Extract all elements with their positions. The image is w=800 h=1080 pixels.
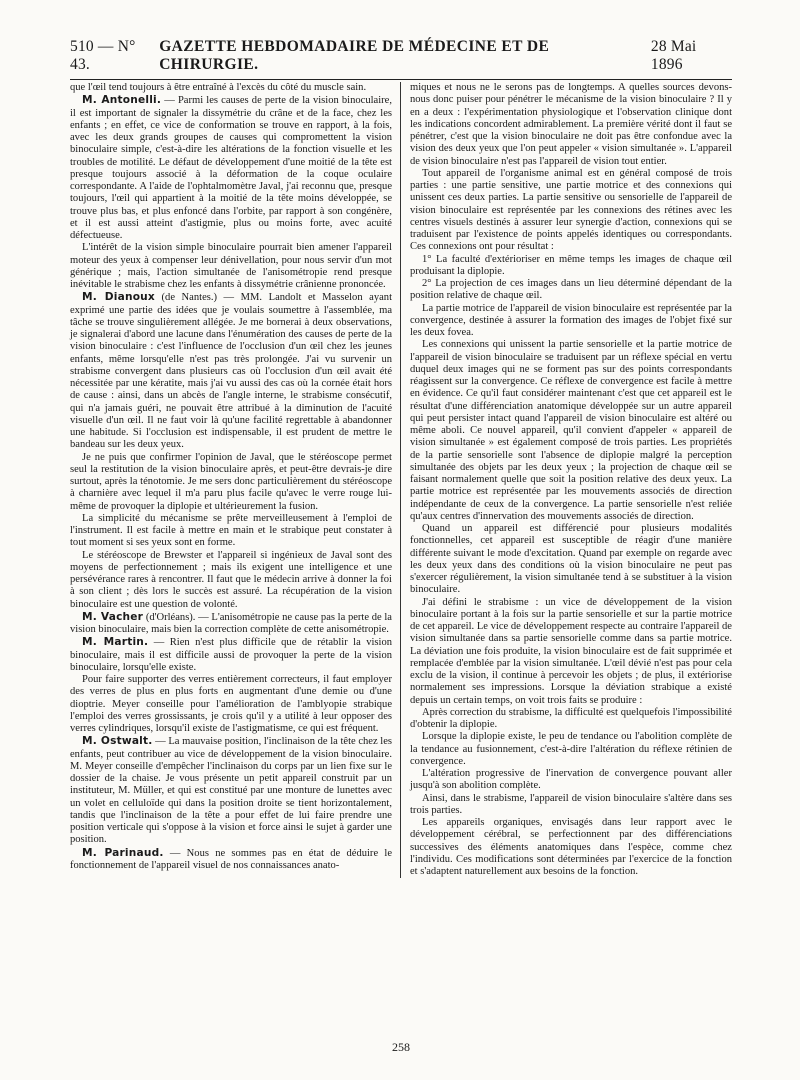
paragraph-text: miques et nous ne le serons pas de longtemps. A quelles sources devons-nous donc puiser pour pénétrer le mécanisme de la vision binoculaire ? Il y en a deux : l'expérimentation physiologique et l'observation clinique dont les indications concordent admirablement. La première vérité dont il faut se pénétrer, c'est que la vision binoculaire ne doit pas être confondue avec la vision des deux yeux que l'on peut appeler « vision simultanée ». L'appareil de vision binoculaire n'est pas l'appareil de vision tout entier. bbox=[410, 82, 732, 167]
issue-date: 28 Mai 1896 bbox=[650, 38, 697, 73]
header-rule bbox=[70, 79, 732, 80]
paragraph bbox=[70, 636, 392, 674]
paragraph bbox=[410, 278, 732, 303]
paragraph bbox=[410, 597, 732, 707]
speaker-name: M. Ostwalt. bbox=[82, 735, 153, 748]
paragraph-text: Quand un appareil est différencié pour plusieurs modalités fonctionnelles, cet appareil est susceptible de réagir d'une manière différente suivant le mode d'excitation. Quand par exemple on regarde avec les deux yeux dans des conditions où la vision binoculaire ne peut pas s'exercer régulièrement, la vision simultanée tend à se substituer à la vision binoculaire. bbox=[410, 523, 732, 596]
journal-page bbox=[70, 38, 732, 1068]
paragraph-text: que l'œil tend toujours à être entraîné à l'excès du côté du muscle sain. bbox=[70, 82, 367, 93]
paragraph-text: Je ne puis que confirmer l'opinion de Javal, que le stéréoscope permet seul la restitution de la vision binoculaire après, et peut-être devrais-je dire surtout, après la ténotomie. Je me sers donc particulièrement du stéréoscope à charnière avec lequel il m'a paru plus facile qu'avec le verre rouge lui-même de provoquer la diplopie et ultérieurement la fusion. bbox=[70, 451, 392, 512]
paragraph-text: Ainsi, dans le strabisme, l'appareil de vision binoculaire s'altère dans ses trois parties. bbox=[410, 792, 732, 816]
paragraph-text: La partie motrice de l'appareil de vision binoculaire est représentée par la convergence, destinée à assurer la formation des images de l'objet fixé sur les deux fovea. bbox=[410, 302, 732, 338]
paragraph-text: — Nous ne sommes pas en état de déduire le fonctionnement de l'appareil visuel de nos connaissances anato- bbox=[70, 847, 392, 871]
paragraph bbox=[70, 611, 392, 637]
paragraph bbox=[70, 847, 392, 873]
paragraph-text: 2° La projection de ces images dans un lieu déterminé dépendant de la position relative de chaque œil. bbox=[410, 278, 732, 302]
paragraph bbox=[70, 82, 392, 94]
paragraph bbox=[410, 768, 732, 793]
paragraph-text: Pour faire supporter des verres entièrement correcteurs, il faut employer des verres de plus en plus forts en augmentant d'une demie ou d'une dioptrie. Meyer conseille pour l'amélioration de l'amblyopie strabique l'emploi des verres grossissants, je crois qu'il y a utilité à leur opposer des verres cylindriques, lorsqu'il existe de l'astigmatisme, ce qui est fréquent. bbox=[70, 674, 392, 734]
paragraph-text: Lorsque la diplopie existe, le peu de tendance ou l'abolition complète de la tendance au fusionnement, c'est-à-dire l'altération du réflexe rétinien de convergence. bbox=[410, 731, 732, 767]
paragraph bbox=[70, 452, 392, 513]
paragraph-text: L'intérêt de la vision simple binoculaire pourrait bien amener l'appareil moteur des yeux à compenser leur dénivellation, pour nous servir d'un mot générique ; mais, l'action simultanée de l'anisométropie rend presque inévitable le strabisme chez les enfants à dissymétrie crânienne prononcée. bbox=[70, 242, 392, 290]
two-column-body bbox=[70, 82, 732, 878]
speaker-name: M. Vacher bbox=[82, 610, 144, 623]
paragraph-text: — Parmi les causes de perte de la vision binoculaire, il est important de signaler la dissymétrie du crâne et de la face, chez les enfants ; en effet, ce vice de conformation se trouve en rapport, à la fois, avec les deux grands groupes de causes qui compromettent la vision binoculaire simple, c'est-à-dire les altérations de la fonction visuelle et les troubles de motilité. Le défaut de développement d'une moitié de la tête est presque toujours associé à la déformation de la coque oculaire correspondante. A l'aide de l'ophtalmomètre Javal, j'ai reconnu que, presque toujours, l'œil qui appartient à la moitié de la tête moins développée, se trouve plus bas, et plus enfoncé dans l'orbite, par rapport à son congénère, et il est aussi atteint d'astigmie, plus ou moins forte, avec acuité défectueuse. bbox=[70, 95, 392, 241]
right-column bbox=[410, 82, 732, 878]
paragraph-text: Le stéréoscope de Brewster et l'appareil si ingénieux de Javal sont des moyens de perfectionnement ; mais ils exigent une intelligence et une persévérance rares à rencontrer. Il faut que le médecin arrive à donner la foi à son client ; dès lors le succès est assuré. La récupération de la vision binoculaire est une question de volonté. bbox=[70, 549, 392, 610]
paragraph bbox=[410, 817, 732, 878]
paragraph bbox=[70, 94, 392, 242]
paragraph-text: — La mauvaise position, l'inclinaison de la tête chez les enfants, peut contribuer au vice de développement de la vision binoculaire. M. Meyer conseille d'empêcher l'inclinaison du corps par un lien fixe sur le dossier de la chaise. Je vous présente un petit appareil construit par un instituteur, M. Müller, et qui est constitué par une monture de lunettes avec un volet en celluloïde qui dans la position droite se tient horizontalement, tandis que l'inclinaison de la tête a pour effet de lui faire prendre une position verticale qui s'oppose à la vision et force ainsi le sujet à garder une position. bbox=[70, 736, 392, 846]
paragraph bbox=[410, 523, 732, 597]
paragraph-text: Après correction du strabisme, la difficulté est quelquefois l'impossibilité d'obtenir la diplopie. bbox=[410, 706, 732, 730]
paragraph bbox=[70, 291, 392, 451]
speaker-name: M. Antonelli. bbox=[82, 94, 162, 107]
paragraph-text: (de Nantes.) — MM. Landolt et Masselon ayant exprimé une partie des idées que je voulais soumettre à l'assemblée, ma tâche se trouve singulièrement allégée. Je me bornerai à deux observations, je signalerai d'abord une lacune dans l'énumération des causes de perte de la vision binoculaire : c'est l'influence de l'occlusion d'un œil chez les jeunes enfants, même lorsqu'elle n'est pas très prolongée. J'ai vu survenir un strabisme convergent dans plusieurs cas où l'occlusion d'un œil avait été nécessitée par une kératite, mais j'ai vu aussi des cas où la cornée était hors de cause : ainsi, dans un abcès de l'angle interne, le strabisme consécutif, qui n'a jamais guéri, ne pouvait être attribué à la diminution de l'acuité visuelle d'un œil. Il ne faut voir là qu'une facilité regrettable à abandonner une habitude. Si l'occlusion est indispensable, il est prudent de mettre le bandeau sur les deux yeux. bbox=[70, 292, 393, 451]
paragraph-text: J'ai défini le strabisme : un vice de développement de la vision binoculaire portant à la fois sur la partie sensorielle et sur la partie motrice de cet appareil. Le vice de développement respecte au contraire l'appareil de vision simultanée dans sa partie sensorielle comme dans sa partie motrice. La déviation une fois produite, la vision binoculaire est de fait supprimée et remplacée d'emblée par la vision simultanée. L'œil dévié n'est pas pour cela exclu de la vision, il continue à percevoir les objets ; de plus, il extériorise normalement ses impressions. Lorsque la déviation strabique a existé depuis un certain temps, on voit trois faits se produire : bbox=[410, 596, 732, 706]
paragraph bbox=[70, 735, 392, 846]
column-divider bbox=[400, 82, 401, 878]
paragraph bbox=[410, 793, 732, 818]
paragraph-text: Les appareils organiques, envisagés dans leur rapport avec le développement cérébral, se perfectionnent par des différenciations successives des éléments anatomiques dans l'espèce, comme chez l'individu. Ces modifications sont déterminées par l'exercice de la fonction et s'adaptent naturellement aux besoins de la fonction. bbox=[410, 817, 732, 877]
paragraph bbox=[410, 731, 732, 768]
running-header bbox=[70, 38, 732, 74]
paragraph bbox=[410, 303, 732, 340]
paragraph bbox=[70, 513, 392, 550]
speaker-name: M. Dianoux bbox=[82, 291, 155, 304]
folio-number: 258 bbox=[392, 1040, 410, 1054]
speaker-name: M. Martin. bbox=[82, 636, 149, 649]
paragraph bbox=[70, 242, 392, 291]
paragraph bbox=[410, 254, 732, 279]
speaker-name: M. Parinaud. bbox=[82, 846, 164, 859]
paragraph-text: La simplicité du mécanisme se prête merveilleusement à l'emploi de l'instrument. Il est facile à mettre en main et le strabique peut constater à tout moment si ses yeux sont en forme. bbox=[70, 512, 392, 549]
paragraph-text: (d'Orléans). — L'anisométropie ne cause pas la perte de la vision binoculaire, mais bien la correction complète de cette anisométropie. bbox=[70, 611, 392, 635]
paragraph bbox=[70, 550, 392, 611]
paragraph-text: — Rien n'est plus difficile que de rétablir la vision binoculaire, mais il est difficile aussi de provoquer la perte de la vision binoculaire, lorsqu'elle existe. bbox=[70, 637, 393, 673]
paragraph-text: L'altération progressive de l'inervation de convergence pouvant aller jusqu'à son abolition complète. bbox=[410, 768, 732, 792]
page-number-issue: 510 — N° 43. bbox=[70, 38, 136, 73]
paragraph-text: Tout appareil de l'organisme animal est en général composé de trois parties : une partie sensitive, une partie motrice et des connexions qui unissent ces deux parties. La partie sensitive ou sensorielle de l'appareil de vision binoculaire est représentée par les connexions des rétines avec les centres visuels destinés à assurer leur synergie d'action, connexions qui se traduisent par l'existence de points appelés identiques ou correspondants. Ces connexions ont pour résultat : bbox=[410, 167, 732, 253]
paragraph bbox=[410, 339, 732, 523]
paragraph-text: Les connexions qui unissent la partie sensorielle et la partie motrice de l'appareil de vision binoculaire se traduisent par un réflexe spécial en vertu duquel deux images qui ne se forment pas sur des points correspondants réagissent sur la convergence. Ce réflexe de convergence est facile à mettre en évidence. Ce qu'il faut considérer maintenant c'est que cet appareil est le résultat d'une différenciation anatomique développée sur un autre appareil qui peut persister intact quand l'appareil de vision binoculaire est altéré ou même aboli. Ce nouvel appareil, qu'il convient d'appeler « appareil de vision simultanée » est également composé de trois parties. Les propriétés de la partie sensorielle sont l'absence de diplopie malgré la perception simultanée des objets par les deux yeux ; la projection de chaque œil se faisant normalement quelle que soit la position relative des deux yeux. La partie motrice est représentée par les mouvements associés de direction indépendante de ceux de la convergence. La partie sensorielle n'est reliée qu'aux centres d'innervation des mouvements associés de direction. bbox=[410, 339, 732, 522]
paragraph bbox=[410, 82, 732, 168]
paragraph bbox=[410, 168, 732, 254]
paragraph-text: 1° La faculté d'extérioriser en même temps les images de chaque œil produisant la diplopie. bbox=[410, 253, 732, 277]
paragraph bbox=[70, 674, 392, 735]
left-column bbox=[70, 82, 392, 878]
journal-title: GAZETTE HEBDOMADAIRE DE MÉDECINE ET DE CHIRURGIE. bbox=[159, 38, 550, 73]
paragraph bbox=[410, 707, 732, 732]
